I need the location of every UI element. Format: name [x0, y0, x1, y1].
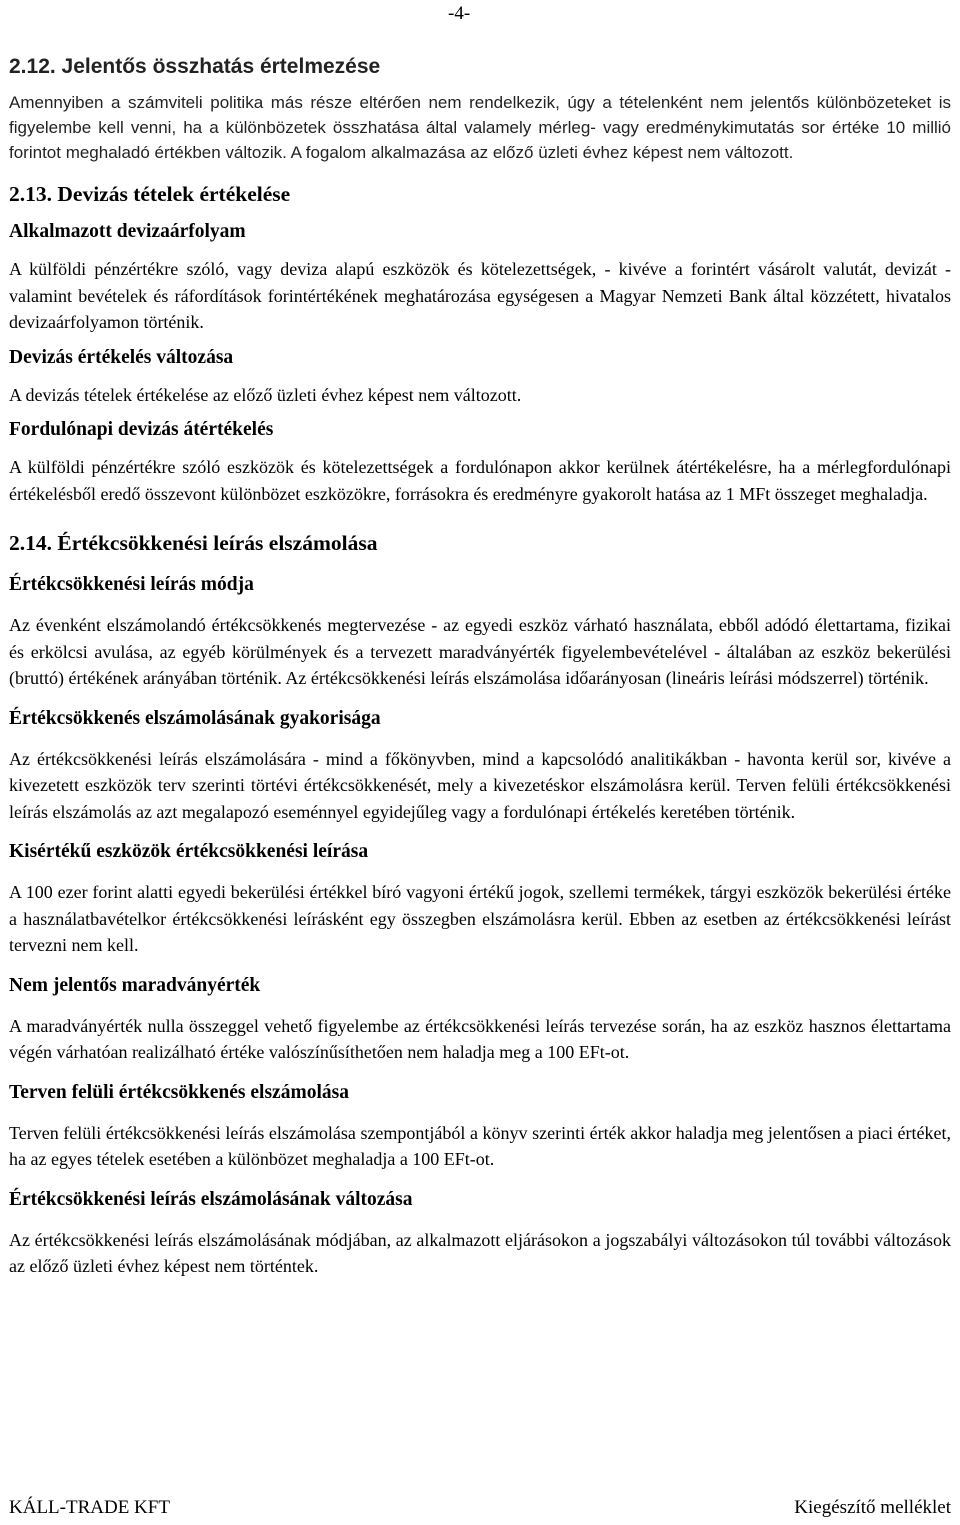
paragraph-significant-total-effect: Amennyiben a számviteli politika más része eltérően nem rendelkezik, úgy a tételenként nem jelentős különbözeteket is figyelembe kell venni, ha a különbözetek összhatása által valamely mérleg- vagy eredménykimutatás sor értéke 10 millió forintot meghaladó értékben változik. A fogalom alkalmazása az előző üzleti évhez képest nem változott. — [9, 93, 951, 162]
section-heading-2-13: 2.13. Devizás tételek értékelése — [9, 182, 291, 206]
paragraph-depreciation-method: Az évenként elszámolandó értékcsökkenés megtervezése - az egyedi eszköz várható használata, ebből adódó élettartama, fizikai és erkölcsi avulása, az egyéb körülmények és a tervezett maradványérték figyelembevételével - általában az eszköz bekerülési (bruttó) értékének arányában történik. Az értékcsökkenési leírás elszámolása időarányosan (lineáris leírási módszerrel) történik. — [9, 615, 951, 688]
subheading-depreciation-change: Értékcsökkenési leírás elszámolásának változása — [9, 1188, 413, 1210]
section-heading-2-12: 2.12. Jelentős összhatás értelmezése — [9, 55, 381, 78]
paragraph-depreciation-change: Az értékcsökkenési leírás elszámolásának módjában, az alkalmazott eljárásokon a jogszabályi változásokon túl további változások az előző üzleti évhez képest nem történtek. — [9, 1229, 951, 1276]
subheading-applied-exchange-rate: Alkalmazott devizaárfolyam — [9, 221, 246, 242]
paragraph-residual-value: A maradványérték nulla összeggel vehető figyelembe az értékcsökkenési leírás tervezése során, ha az eszköz hasznos élettartama végén várhatóan realizálható értéke valószínűsíthetően nem haladja meg a 100 EFt-ot. — [9, 1015, 951, 1062]
footer-company: KÁLL-TRADE KFT — [9, 1497, 170, 1518]
paragraph-low-value-assets: A 100 ezer forint alatti egyedi bekerülési értékkel bíró vagyoni értékű jogok, szellemi termékek, tárgyi eszközök bekerülési értéke a használatbavételkor értékcsökkenési leírásként egy összegben elszámolásra kerül. Ebben az esetben az értékcsökkenési leírást tervezni nem kell. — [9, 882, 951, 955]
subheading-fx-valuation-change: Devizás értékelés változása — [9, 346, 234, 368]
subheading-residual-value: Nem jelentős maradványérték — [9, 974, 261, 996]
document-body — [9, 52, 951, 1280]
footer-document-title: Kiegészítő melléklet — [794, 1497, 951, 1518]
paragraph-applied-exchange-rate: A külföldi pénzértékre szóló, vagy deviza alapú eszközök és kötelezettségek, - kivéve a forintért vásárolt valutát, devizát - valamint bevételek és ráfordítások forintértékének meghatározása egységesen a Magyar Nemzeti Bank által közzétett, hivatalos devizaárfolyamon történik. — [9, 259, 951, 332]
subheading-extraordinary-depreciation: Terven felüli értékcsökkenés elszámolása — [9, 1081, 349, 1103]
paragraph-depreciation-frequency: Az értékcsökkenési leírás elszámolására - mind a főkönyvben, mind a kapcsolódó analitikákban - havonta kerül sor, kivéve a kivezetett eszközök terv szerinti törtévi értékcsökkenését, mely a kivezetéskor elszámolásra kerül. Terven felüli értékcsökkenési leírás elszámolás az azt megalapozó eseménnyel egyidejűleg vagy a fordulónapi értékelés keretében történik. — [9, 748, 951, 822]
paragraph-extraordinary-depreciation: Terven felüli értékcsökkenési leírás elszámolása szempontjából a könyv szerinti érték akkor haladja meg jelentősen a piaci értéket, ha az egyes tételek esetében a különbözet meghaladja a 100 EFt-ot. — [9, 1122, 951, 1169]
paragraph-fx-valuation-change: A devizás tételek értékelése az előző üzleti évhez képest nem változott. — [9, 384, 522, 405]
subheading-low-value-assets: Kisértékű eszközök értékcsökkenési leírása — [9, 841, 369, 862]
page-number: -4- — [448, 3, 471, 24]
subheading-depreciation-method: Értékcsökkenési leírás módja — [9, 574, 254, 595]
paragraph-year-end-revaluation: A külföldi pénzértékre szóló eszközök és kötelezettségek a fordulónapon akkor kerülnek átértékelésre, ha a mérlegfordulónapi értékelésből eredő összevont különbözet eszközökre, forrásokra és eredményre gyakorolt hatása az 1 MFt összeget meghaladja. — [9, 457, 951, 504]
page-footer — [9, 1496, 951, 1520]
subheading-year-end-revaluation: Fordulónapi devizás átértékelés — [9, 419, 274, 440]
subheading-depreciation-frequency: Értékcsökkenés elszámolásának gyakorisága — [9, 707, 381, 729]
section-heading-2-14: 2.14. Értékcsökkenési leírás elszámolása — [9, 531, 378, 555]
